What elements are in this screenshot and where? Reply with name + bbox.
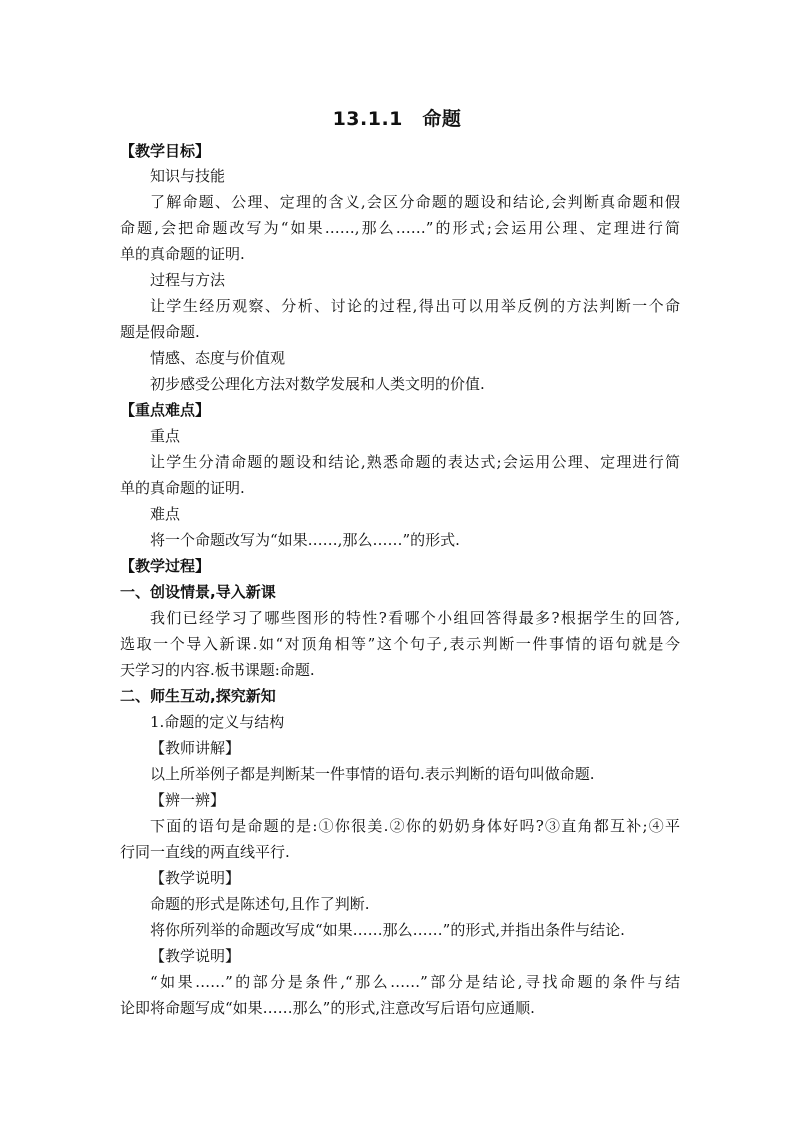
subheading-knowledge-skills: 知识与技能 [150,167,226,185]
paragraph-line: 单的真命题的证明. [120,245,245,263]
paragraph-line: “如果……”的部分是条件,“那么……”部分是结论,寻找命题的条件与结 [150,973,680,991]
paragraph-line: 让学生经历观察、分析、讨论的过程,得出可以用举反例的方法判断一个命 [150,297,680,315]
paragraph-line: 论即将命题写成“如果……那么”的形式,注意改写后语句应通顺. [120,999,535,1017]
section-heading-teaching-process: 【教学过程】 [120,557,211,575]
paragraph-line: 将一个命题改写为“如果……,那么……”的形式. [150,531,460,549]
section-heading-key-points: 【重点难点】 [120,401,211,419]
paragraph-line: 让学生分清命题的题设和结论,熟悉命题的表达式;会运用公理、定理进行简 [150,453,680,471]
paragraph-line: 命题的形式是陈述句,且作了判断. [150,895,370,913]
label-teaching-note: 【教学说明】 [150,869,241,887]
paragraph-line: 下面的语句是命题的是:①你很美.②你的奶奶身体好吗?③直角都互补;④平 [150,817,680,835]
subheading-definition-structure: 1.命题的定义与结构 [150,713,285,731]
section-heading-part-one: 一、创设情景,导入新课 [120,583,276,601]
paragraph-line: 将你所列举的命题改写成“如果……那么……”的形式,并指出条件与结论. [150,921,625,939]
paragraph-line: 单的真命题的证明. [120,479,245,497]
subheading-key-point: 重点 [150,427,181,445]
paragraph-line: 以上所举例子都是判断某一件事情的语句.表示判断的语句叫做命题. [150,765,595,783]
subheading-attitude-values: 情感、态度与价值观 [150,349,286,367]
paragraph-line: 行同一直线的两直线平行. [120,843,290,861]
page-title: 13.1.1 命题 [332,108,462,130]
paragraph-line: 命题,会把命题改写为“如果……,那么……”的形式;会运用公理、定理进行简 [120,219,680,237]
subheading-process-method: 过程与方法 [150,271,226,289]
paragraph-line: 我们已经学习了哪些图形的特性?看哪个小组回答得最多?根据学生的回答, [150,609,680,627]
paragraph-line: 选取一个导入新课.如“对顶角相等”这个句子,表示判断一件事情的语句就是今 [120,635,680,653]
subheading-difficult-point: 难点 [150,505,181,523]
section-heading-teaching-goals: 【教学目标】 [120,142,211,160]
paragraph-line: 题是假命题. [120,323,200,341]
label-teacher-explains: 【教师讲解】 [150,739,241,757]
section-heading-part-two: 二、师生互动,探究新知 [120,687,276,705]
label-discriminate: 【辨一辨】 [150,791,226,809]
paragraph-line: 了解命题、公理、定理的含义,会区分命题的题设和结论,会判断真命题和假 [150,193,680,211]
paragraph-line: 初步感受公理化方法对数学发展和人类文明的价值. [150,375,485,393]
paragraph-line: 天学习的内容.板书课题:命题. [120,661,315,679]
label-teaching-note: 【教学说明】 [150,947,241,965]
